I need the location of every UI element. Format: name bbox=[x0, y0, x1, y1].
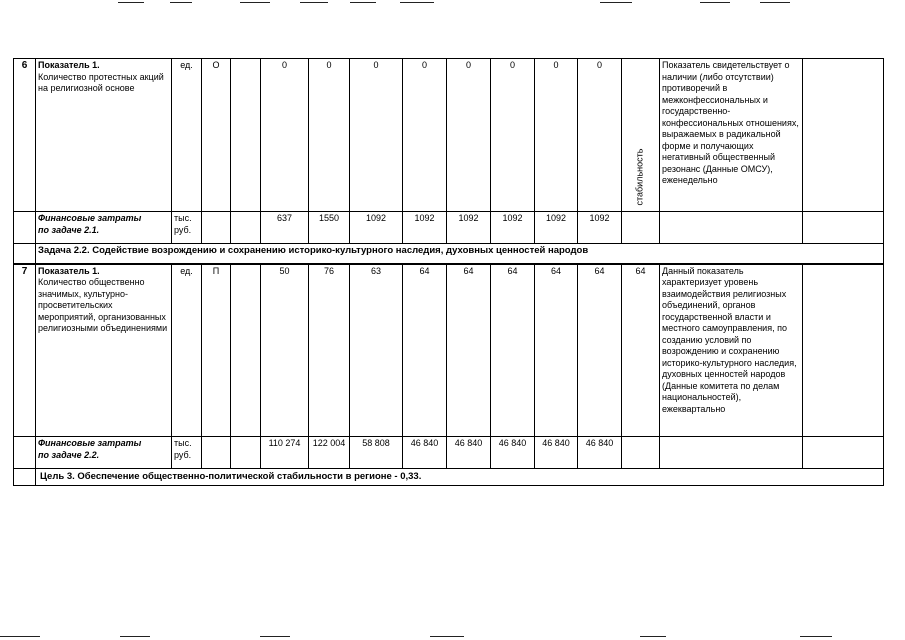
indicators-table bbox=[13, 58, 884, 486]
empty-cell bbox=[622, 212, 660, 244]
task-row-2-2 bbox=[14, 244, 884, 264]
value-cell: 122 004 bbox=[309, 437, 350, 469]
task-heading: Задача 2.2. Содействие возрождению и сохранению историко-культурного наследия, духовных ценностей народов bbox=[36, 244, 884, 264]
financing-label-cell bbox=[36, 212, 172, 244]
unit-cell: ед. bbox=[172, 59, 202, 212]
value-cell: 1092 bbox=[403, 212, 447, 244]
unit-cell bbox=[172, 437, 202, 469]
mark-cell: П bbox=[202, 264, 231, 437]
empty-cell bbox=[14, 469, 36, 486]
empty-cell bbox=[660, 212, 803, 244]
value-cell: 64 bbox=[535, 264, 578, 437]
goal-row-3 bbox=[14, 469, 884, 486]
empty-cell bbox=[231, 212, 261, 244]
empty-cell bbox=[660, 437, 803, 469]
mark-cell: О bbox=[202, 59, 231, 212]
empty-cell bbox=[202, 437, 231, 469]
value-cell: 0 bbox=[447, 59, 491, 212]
empty-cell bbox=[231, 59, 261, 212]
value-cell: 1092 bbox=[447, 212, 491, 244]
value-cell: 46 840 bbox=[491, 437, 535, 469]
scan-line bbox=[700, 2, 730, 3]
description-cell: Данный показатель характеризует уровень взаимодействия религиозных объединений, органов государственной власти и местного самоуправления, по созданию условий по возрождению и сохранению историко-культурного наследия, духовных ценностей народов (Данные комитета по делам национальностей), ежеквартально bbox=[660, 264, 803, 437]
scan-line bbox=[760, 2, 790, 3]
value-cell: 1092 bbox=[491, 212, 535, 244]
value-cell: 1092 bbox=[535, 212, 578, 244]
empty-cell bbox=[231, 437, 261, 469]
indicator-name: Количество протестных акций на религиозной основе bbox=[38, 71, 164, 93]
scan-line bbox=[600, 2, 632, 3]
financing-label: Финансовые затраты bbox=[38, 213, 142, 223]
indicator-cell bbox=[36, 59, 172, 212]
unit-line: тыс. bbox=[174, 213, 192, 223]
scan-line bbox=[400, 2, 434, 3]
value-cell: 64 bbox=[578, 264, 622, 437]
value-cell: 0 bbox=[309, 59, 350, 212]
value-cell: 1550 bbox=[309, 212, 350, 244]
value-cell: 0 bbox=[491, 59, 535, 212]
empty-cell bbox=[231, 264, 261, 437]
value-cell: 58 808 bbox=[350, 437, 403, 469]
empty-cell bbox=[803, 437, 884, 469]
scan-line bbox=[300, 2, 328, 3]
financing-label-cell bbox=[36, 437, 172, 469]
vertical-label-cell bbox=[622, 59, 660, 212]
vertical-label: стабильность bbox=[634, 148, 644, 205]
scan-line bbox=[170, 2, 192, 3]
scan-line bbox=[640, 636, 666, 637]
value-cell: 0 bbox=[535, 59, 578, 212]
indicator-name: Количество общественно значимых, культурно-просветительских мероприятий, организованных религиозными объединениями bbox=[38, 277, 168, 333]
unit-line: руб. bbox=[174, 224, 192, 235]
financing-task: по задаче 2.2. bbox=[38, 449, 100, 460]
value-cell: 1092 bbox=[578, 212, 622, 244]
scan-line bbox=[0, 636, 40, 637]
unit-line: руб. bbox=[174, 449, 192, 460]
value-cell: 63 bbox=[350, 264, 403, 437]
value-cell: 64 bbox=[403, 264, 447, 437]
unit-cell: ед. bbox=[172, 264, 202, 437]
scan-line bbox=[260, 636, 290, 637]
value-cell: 1092 bbox=[350, 212, 403, 244]
scan-line bbox=[240, 2, 270, 3]
scan-line bbox=[120, 636, 150, 637]
empty-cell bbox=[14, 437, 36, 469]
empty-cell bbox=[803, 59, 884, 212]
empty-cell bbox=[14, 244, 36, 264]
financing-label: Финансовые затраты bbox=[38, 438, 142, 448]
value-cell: 64 bbox=[491, 264, 535, 437]
value-cell: 110 274 bbox=[261, 437, 309, 469]
unit-cell bbox=[172, 212, 202, 244]
unit-line: тыс. bbox=[174, 438, 192, 448]
indicator-title: Показатель 1. bbox=[38, 265, 100, 276]
value-cell: 64 bbox=[622, 264, 660, 437]
value-cell: 0 bbox=[403, 59, 447, 212]
empty-cell bbox=[803, 212, 884, 244]
table-row-6 bbox=[14, 59, 884, 212]
indicator-cell bbox=[36, 264, 172, 437]
scan-line bbox=[430, 636, 464, 637]
description-cell: Показатель свидетельствует о наличии (либо отсутствии) противоречий в межконфессиональных и государственно-конфессиональных отношениях, выражаемых в радикальной форме и получающих негативный общественный резонанс (Данные ОМСУ), еженедельно bbox=[660, 59, 803, 212]
indicator-title: Показатель 1. bbox=[38, 60, 100, 70]
empty-cell bbox=[202, 212, 231, 244]
value-cell: 0 bbox=[350, 59, 403, 212]
row-number: 6 bbox=[14, 59, 36, 212]
empty-cell bbox=[803, 264, 884, 437]
value-cell: 76 bbox=[309, 264, 350, 437]
financing-row-2-1 bbox=[14, 212, 884, 244]
scan-line bbox=[350, 2, 376, 3]
table-row-7 bbox=[14, 264, 884, 437]
scan-line bbox=[800, 636, 832, 637]
empty-cell bbox=[622, 437, 660, 469]
financing-row-2-2 bbox=[14, 437, 884, 469]
row-number: 7 bbox=[14, 264, 36, 437]
value-cell: 50 bbox=[261, 264, 309, 437]
value-cell: 64 bbox=[447, 264, 491, 437]
value-cell: 0 bbox=[578, 59, 622, 212]
value-cell: 46 840 bbox=[403, 437, 447, 469]
empty-cell bbox=[14, 212, 36, 244]
goal-heading: Цель 3. Обеспечение общественно-политической стабильности в регионе - 0,33. bbox=[36, 469, 884, 486]
scan-line bbox=[118, 2, 144, 3]
value-cell: 46 840 bbox=[447, 437, 491, 469]
financing-task: по задаче 2.1. bbox=[38, 224, 100, 235]
value-cell: 46 840 bbox=[578, 437, 622, 469]
value-cell: 46 840 bbox=[535, 437, 578, 469]
value-cell: 0 bbox=[261, 59, 309, 212]
value-cell: 637 bbox=[261, 212, 309, 244]
